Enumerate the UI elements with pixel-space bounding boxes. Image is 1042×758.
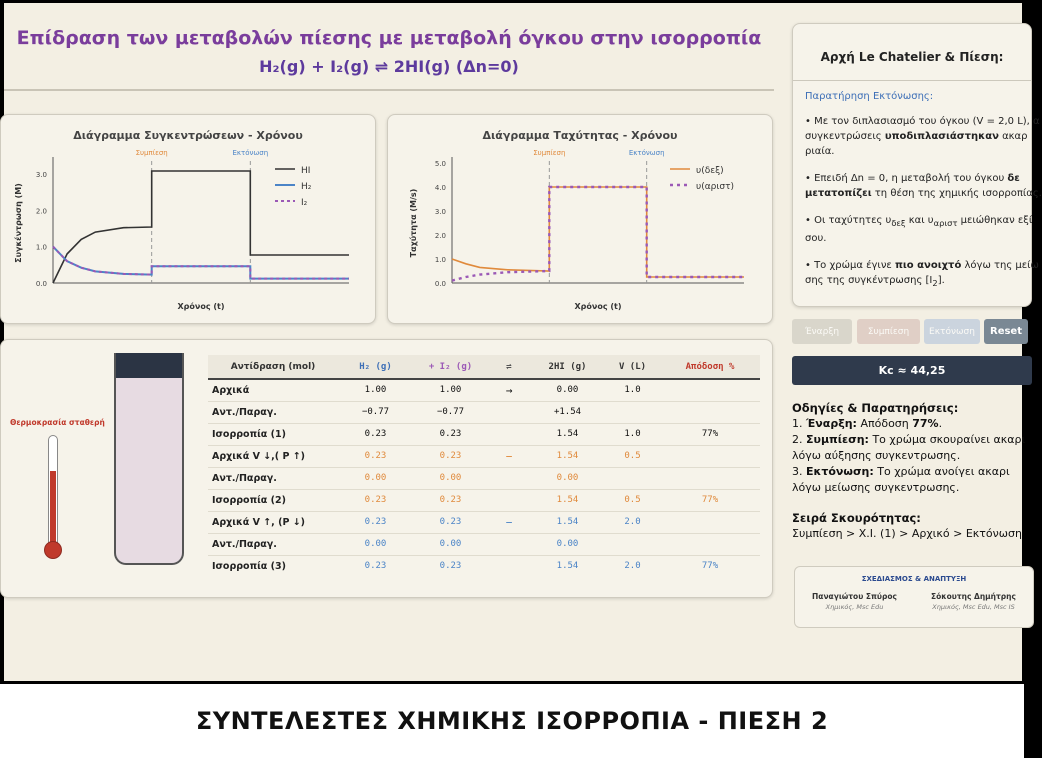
yield-cell: 77% (660, 555, 760, 577)
row-label: Αντ./Παραγ. (208, 467, 338, 489)
x-axis-label: Χρόνος (t) (177, 302, 225, 311)
order-heading: Σειρά Σκουρότητας: (792, 511, 921, 525)
i2-cell: −0.77 (413, 401, 488, 423)
yield-cell (660, 467, 760, 489)
rate-chart-title: Διάγραμμα Ταχύτητας - Χρόνου (482, 129, 678, 142)
row-label: Ισορροπία (1) (208, 423, 338, 445)
legend-label: υ(δεξ) (696, 166, 724, 176)
table-row (208, 467, 760, 489)
h2-cell: 0.23 (338, 445, 413, 467)
volume-cell (605, 467, 660, 489)
table-row (208, 379, 760, 401)
yield-cell (660, 379, 760, 401)
kc-display: Kc ≈ 44,25 (792, 356, 1032, 385)
y-tick-label: 0.0 (434, 280, 446, 288)
arrow-cell (488, 401, 530, 423)
yield-cell (660, 511, 760, 533)
rate-chart-card (387, 114, 773, 324)
x-axis-label: Χρόνος (t) (574, 302, 622, 311)
vessel-piston (116, 353, 182, 378)
col-yield: Απόδοση % (660, 355, 760, 379)
col-volume: V (L) (605, 355, 660, 379)
series-line-3 (53, 247, 349, 279)
table-row (208, 445, 760, 467)
caption-bar (0, 684, 1024, 758)
le-chatelier-title: Αρχή Le Chatelier & Πίεση: (820, 50, 1004, 64)
series-line-1 (452, 187, 744, 277)
hi-cell: 1.54 (530, 489, 605, 511)
instruction-2: 2. Συμπίεση: Το χρώμα σκουραίνει ακαρι (792, 433, 1026, 446)
volume-cell (605, 533, 660, 555)
app-screen (4, 3, 1042, 681)
table-row (208, 533, 760, 555)
compress-button[interactable]: Συμπίεση (857, 319, 920, 344)
col-arrow: ⇌ (488, 355, 530, 379)
instruction-2-cont: λόγω αύξησης συγκεντρωσης. (792, 449, 961, 462)
legend-label: H₂ (301, 182, 312, 192)
volume-cell: 1.0 (605, 379, 660, 401)
i2-cell: 0.00 (413, 533, 488, 555)
hi-cell: +1.54 (530, 401, 605, 423)
yield-cell: 77% (660, 423, 760, 445)
volume-cell: 2.0 (605, 511, 660, 533)
volume-cell (605, 401, 660, 423)
arrow-cell (488, 423, 530, 445)
hi-cell: 1.54 (530, 555, 605, 577)
arrow-cell: → (488, 379, 530, 401)
yield-cell (660, 445, 760, 467)
hi-cell: 0.00 (530, 379, 605, 401)
le-chatelier-panel (792, 23, 1042, 307)
credit-name-2: Σόκουτης Δημήτρης (931, 592, 1016, 601)
legend-label: υ(αριστ) (696, 182, 735, 192)
col-reaction: Αντίδραση (mol) (208, 355, 338, 379)
instruction-3-cont: λόγω μείωσης συγκεντρωσης. (792, 481, 960, 494)
i2-cell: 1.00 (413, 379, 488, 401)
reaction-vessel (114, 353, 184, 565)
arrow-cell (488, 489, 530, 511)
observation-paragraph-2: • Επειδή Δn = 0, η μεταβολή του όγκου δε μετατοπίζει τη θέση της χημικής ισορροπίας. (805, 173, 1042, 199)
i2-cell: 0.23 (413, 555, 488, 577)
series-line-2 (53, 247, 349, 279)
reaction-equation: H₂(g) + I₂(g) ⇌ 2HI(g) (Δn=0) (259, 57, 519, 76)
start-button[interactable]: Έναρξη (792, 319, 852, 344)
expand-marker-label: Εκτόνωση (628, 149, 665, 157)
h2-cell: 0.00 (338, 467, 413, 489)
observation-paragraph-3: • Οι ταχύτητες $\upsilon_{\delta\varepsilon\xi}$ και $\upsilon_{\alpha\rho\iota\sigma\tau}$ μειώθηκαν εξί σου. (805, 215, 1033, 244)
legend-label: HI (301, 166, 311, 176)
col-i2: + I₂ (g) (413, 355, 488, 379)
instructions-section (792, 400, 1032, 542)
y-tick-label: 5.0 (434, 160, 446, 168)
y-tick-label: 2.0 (434, 232, 446, 240)
compress-marker-label: Συμπίεση (135, 149, 168, 157)
table-row (208, 489, 760, 511)
col-h2: H₂ (g) (338, 355, 413, 379)
yield-cell: 77% (660, 489, 760, 511)
y-tick-label: 3.0 (35, 170, 47, 179)
y-tick-label: 2.0 (35, 207, 47, 216)
row-label: Αρχικά (208, 379, 338, 401)
hi-cell: 1.54 (530, 423, 605, 445)
observation-paragraph-4: • Το χρώμα έγινε πιο ανοιχτό λόγω της μείω σης της συγκέντρωσης $[I_2]$. (805, 260, 1039, 288)
rate-chart (388, 115, 774, 325)
reaction-table (208, 355, 760, 577)
i2-cell: 0.00 (413, 467, 488, 489)
table-row (208, 401, 760, 423)
credit-role-1: Χημικός, Msc Edu (825, 603, 884, 611)
y-tick-label: 3.0 (434, 208, 446, 216)
thermometer-bulb (44, 541, 62, 559)
order-text: Συμπίεση > Χ.Ι. (1) > Αρχικό > Εκτόνωση (792, 527, 1022, 540)
yield-cell (660, 533, 760, 555)
y-tick-label: 4.0 (434, 184, 446, 192)
h2-cell: 1.00 (338, 379, 413, 401)
y-axis-label: Συγκέντρωση (M) (14, 183, 23, 263)
credit-name-1: Παναγιώτου Σπύρος (812, 592, 897, 601)
h2-cell: 0.23 (338, 423, 413, 445)
hi-cell: 1.54 (530, 511, 605, 533)
volume-cell: 0.5 (605, 489, 660, 511)
col-hi: 2HI (g) (530, 355, 605, 379)
y-tick-label: 0.0 (35, 280, 47, 288)
observation-paragraph-1: • Με τον διπλασιασμό του όγκου (V = 2,0 L), α συγκεντρώσεις υποδιπλασιάστηκαν ακαρ ριαία. (805, 116, 1040, 157)
h2-cell: 0.00 (338, 533, 413, 555)
credit-role-2: Χημικός, Msc Edu, Msc IS (932, 603, 1015, 611)
i2-cell: 0.23 (413, 423, 488, 445)
arrow-cell (488, 555, 530, 577)
concentration-chart-title: Διάγραμμα Συγκεντρώσεων - Χρόνου (73, 129, 303, 142)
arrow-cell (488, 533, 530, 555)
row-label: Αρχικά V ↓,( P ↑) (208, 445, 338, 467)
volume-cell: 2.0 (605, 555, 660, 577)
credits-heading: ΣΧΕΔΙΑΣΜΟΣ & ΑΝΑΠΤΥΞΗ (861, 575, 967, 583)
h2-cell: 0.23 (338, 511, 413, 533)
arrow-cell: − (488, 445, 530, 467)
y-tick-label: 1.0 (434, 256, 446, 264)
hi-cell: 0.00 (530, 533, 605, 555)
row-label: Αρχικά V ↑, (P ↓) (208, 511, 338, 533)
legend-label: I₂ (301, 198, 308, 208)
expand-marker-label: Εκτόνωση (232, 149, 269, 157)
hi-cell: 0.00 (530, 467, 605, 489)
y-tick-label: 1.0 (35, 243, 47, 252)
row-label: Αντ./Παραγ. (208, 533, 338, 555)
h2-cell: 0.23 (338, 489, 413, 511)
row-label: Ισορροπία (3) (208, 555, 338, 577)
instruction-3: 3. Εκτόνωση: Το χρώμα ανοίγει ακαρι (792, 465, 1010, 478)
panel-divider (793, 80, 1031, 81)
table-header (208, 355, 760, 379)
reset-button[interactable]: Reset (984, 319, 1028, 344)
arrow-cell: − (488, 511, 530, 533)
table-row (208, 423, 760, 445)
h2-cell: −0.77 (338, 401, 413, 423)
i2-cell: 0.23 (413, 489, 488, 511)
expand-button[interactable]: Εκτόνωση (924, 319, 980, 344)
instructions-heading: Οδηγίες & Παρατηρήσεις: (792, 401, 959, 415)
thermometer-fluid (50, 471, 56, 551)
page-title: Επίδραση των μεταβολών πίεσης με μεταβολή όγκου στην ισορροπία (16, 27, 762, 49)
compress-marker-label: Συμπίεση (533, 149, 566, 157)
volume-cell: 1.0 (605, 423, 660, 445)
table-row (208, 511, 760, 533)
instruction-1: 1. Έναρξη: Απόδοση 77%. (792, 417, 943, 430)
row-label: Ισορροπία (2) (208, 489, 338, 511)
header-divider (4, 89, 774, 91)
table-row (208, 555, 760, 577)
concentration-chart-card (0, 114, 376, 324)
i2-cell: 0.23 (413, 511, 488, 533)
arrow-cell (488, 467, 530, 489)
row-label: Αντ./Παραγ. (208, 401, 338, 423)
series-line-2 (452, 187, 744, 281)
i2-cell: 0.23 (413, 445, 488, 467)
thermometer-label: Θερμοκρασία σταθερή (10, 418, 105, 427)
h2-cell: 0.23 (338, 555, 413, 577)
yield-cell (660, 401, 760, 423)
credits-box (794, 566, 1034, 628)
volume-cell: 0.5 (605, 445, 660, 467)
y-axis-label: Ταχύτητα (M/s) (409, 188, 418, 258)
hi-cell: 1.54 (530, 445, 605, 467)
concentration-chart (1, 115, 377, 325)
observation-subtitle: Παρατήρηση Εκτόνωσης: (805, 91, 934, 102)
thermometer (44, 435, 62, 565)
caption-text: ΣΥΝΤΕΛΕΣΤΕΣ ΧΗΜΙΚΗΣ ΙΣΟΡΡΟΠΙΑ - ΠΙΕΣΗ 2 (195, 707, 829, 735)
